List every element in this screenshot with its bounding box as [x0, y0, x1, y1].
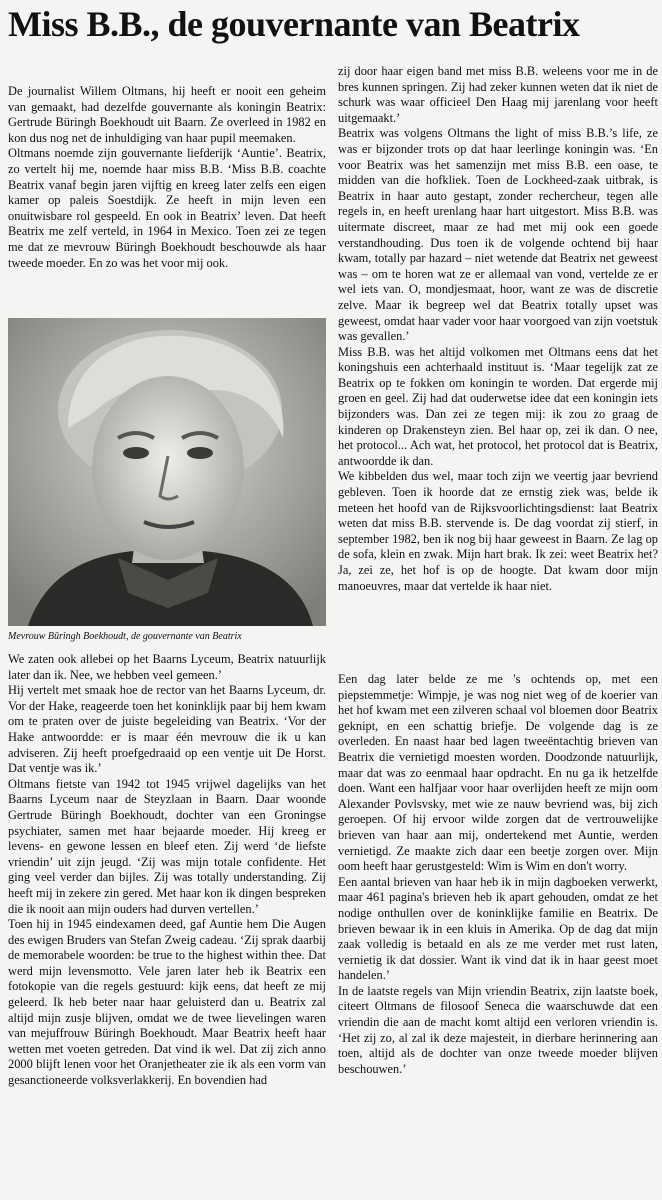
right-column-top — [338, 64, 658, 594]
left-column-bottom — [8, 652, 326, 1089]
paragraph: Beatrix was volgens Oltmans the light of miss B.B.’s life, ze was er bijzonder trots op dat haar leerlinge koningin was. ‘En voor Beatrix was het samenzijn met miss B.B. een oase, te midden van die hofkliek. Toen de Lockheed-zaak uitbrak, is Beatrix in haar auto gestapt, zonder rechercheur, tegen alle regels in, en heeft urenlang haar hart uitgestort. Miss B.B. was uitermate discreet, maar ze had met mij ook een goede verstandhouding. Dus toen ik de volgende ochtend bij haar kwam, totally par hazard – niet wetende dat Beatrix net geweest was – om te horen wat ze er allemaal van vond, vertelde ze er wel iets van. O, mondjesmaat, hoor, want ze was de discretie zelve. Maar ik begreep wel dat Beatrix totally upset was geweest, omdat haar vader voor haar voorgoed van zijn voetstuk was gevallen.’ — [338, 126, 658, 344]
paragraph: Oltmans fietste van 1942 tot 1945 vrijwel dagelijks van het Baarns Lyceum naar de Steyzlaan in Baarn. Daar woonde Gertrude Büringh Boekhoudt, dochter van een Groningse psychiater, samen met haar bejaarde moeder. Hij kreeg er levens- en gewone lessen en bleef eten. Zij werd ‘de liefste vriendin’ uit zijn jeugd. ‘Zij was mijn totale confidente. Het ging veel verder dan bijles. Zij was totally understanding. Zij heeft mij in zekere zin gered. Met haar kon ik dingen bespreken die ik nooit aan mijn ouders had durven vertellen.’ — [8, 776, 326, 916]
paragraph: zij door haar eigen band met miss B.B. weleens voor me in de bres kunnen springen. Zij had zeker kunnen weten dat ik niet de schurk was waar officieel Den Haag mij jarenlang voor heeft uitgemaakt.’ — [338, 64, 658, 125]
paragraph: In de laatste regels van Mijn vriendin Beatrix, zijn laatste boek, citeert Oltmans de filosoof Seneca die waarschuwde dat een vriendin die aan de macht komt altijd een verloren vriendin is. ‘Het zij zo, al zal ik deze majesteit, in dierbare herinnering aan toen, altijd als de dochter van onze tweede moeder blijven beschouwen.’ — [338, 983, 658, 1076]
paragraph: Een dag later belde ze me 's ochtends op, met een piepstemmetje: Wimpje, je was nog niet weg of de koerier van het hof kwam met een zilveren schaal vol bloemen door Beatrix geknipt, en een schattig briefje. De volgende dag is ze overleden. En naast haar bed lagen tweeëntachtig brieven van Beatrix die vernietigd moesten worden. Doodzonde natuurlijk, maar dat was zo eenmaal haar opdracht. En nu ga ik hetzelfde doen. Want een halfjaar voor haar overlijden heeft ze mijn oom Alexander Povlsvsky, met wie ze nauw bevriend was, bij zich geroepen. Of hij ervoor wilde zorgen dat de vertrouwelijke brieven van haar aan mij, ondertekend met Auntie, werden vernietigd. Ze maakte zich daar een beetje zorgen over. Mijn oom heeft haar gerustgesteld: Wim is Wim en don't worry. — [338, 672, 658, 874]
paragraph: Miss B.B. was het altijd volkomen met Oltmans eens dat het koningshuis een achterhaald instituut is. ‘Maar tegelijk zat ze Beatrix op te fokken om koningin te worden. Dat ergerde mij groen en geel. Zij had dat ouderwetse idee dat een koningin iets bijzonders was. Dan zei ze tegen mij: ik zou zo graag de kinderen op Drakensteyn zien. Bel haar op, zei ik dan. O nee, het protocol... Ach wat, het protocol, het protocol dat is Beatrix, antwoordde ik dan. — [338, 344, 658, 468]
paragraph: Hij vertelt met smaak hoe de rector van het Baarns Lyceum, dr. Vor der Hake, reageerde toen het koninklijk paar bij hem kwam om te praten over de juiste begeleiding van Beatrix. ‘Vor der Hake antwoordde: er is maar één mevrouw die ik u kan adviseren. Zij heeft proefgedraaid op een ventje uit De Horst. Dat ventje was ik.’ — [8, 683, 326, 776]
portrait-photo — [8, 318, 326, 626]
paragraph: De journalist Willem Oltmans, hij heeft er nooit een geheim van gemaakt, had dezelfde gouvernante als koningin Beatrix: Gertrude Büringh Boekhoudt uit Baarn. Ze overleed in 1982 en kon dus nog net de inhuldiging van haar pupil meemaken. — [8, 84, 326, 145]
article-headline: Miss B.B., de gouvernante van Beatrix — [8, 4, 580, 44]
paragraph: We zaten ook allebei op het Baarns Lyceum, Beatrix natuurlijk later dan ik. Nee, we hebben veel gemeen.’ — [8, 652, 326, 682]
paragraph: Oltmans noemde zijn gouvernante liefderijk ‘Auntie’. Beatrix, zo vertelt hij me, noemde haar miss B.B. ‘Miss B.B. coachte Beatrix vanaf begin jaren vijftig en kreeg later zelfs een eigen kamer op paleis Soestdijk. Ze heeft in mijn leven een onuitwisbare rol gespeeld. En ook in Beatrix’ leven. Dat heeft Beatrix me zelf verteld, in 1964 in Mexico. Toen zei ze tegen me dat ze mevrouw Büringh Boekhoudt beschouwde als haar tweede moeder. En zo was het voor mij ook. — [8, 146, 326, 270]
paragraph: We kibbelden dus wel, maar toch zijn we veertig jaar bevriend gebleven. Toen ik hoorde dat ze ernstig ziek was, belde ik meteen het hoofd van de Rijksvoorlichtingsdienst: laat Beatrix weten dat miss B.B. stervende is. De dag voordat zij stierf, in september 1982, ben ik nog bij haar geweest in Baarn. Ze lag op de sofa, klein en zwak. Mijn hart brak. Ik zei: weet Beatrix het? Ja, zei ze, het hof is op de hoogte. Dat kwam door mijn manoeuvres, maar dat vertelde ik haar niet. — [338, 469, 658, 593]
portrait-image — [8, 318, 326, 626]
paragraph: Toen hij in 1945 eindexamen deed, gaf Auntie hem Die Augen des ewigen Bruders van Stefan Zweig cadeau. ‘Zij sprak daarbij de memorabele woorden: be true to the highest within thee. Dat werd mijn levensmotto. Vele jaren later heb ik Beatrix een fotokopie van die regels gestuurd: kijk eens, dat heeft ze mij geleerd. Ik heb beter naar haar geluisterd dan u. Beatrix zal altijd mijn zusje blijven, omdat we de twee lievelingen waren van mejuffrouw Büringh Boekhoudt. Maar Beatrix heeft haar wetten met voeten getreden. Dat vind ik wel. Dat zij zich anno 2000 blijft lenen voor het Oranjetheater zie ik als een vorm van gesanctioneerde volksverlakkerij. En bovendien had — [8, 917, 326, 1088]
right-column-bottom — [338, 672, 658, 1077]
photo-caption: Mevrouw Būringh Boekhoudt, de gouvernante van Beatrix — [8, 631, 242, 642]
left-column-top — [8, 84, 326, 271]
paragraph: Een aantal brieven van haar heb ik in mijn dagboeken verwerkt, maar 461 pagina's brieven heb ik apart gehouden, omdat ze het nodige onthullen over de koninklijke familie en Beatrix. De brieven bewaar ik in een kluis in Amerika. Op de dag dat mijn zaak volledig is betaald en als ze me verder met rust laten, vernietig ik dat dossier. Want ik vind dat ik in haar geest moet handelen.’ — [338, 874, 658, 983]
